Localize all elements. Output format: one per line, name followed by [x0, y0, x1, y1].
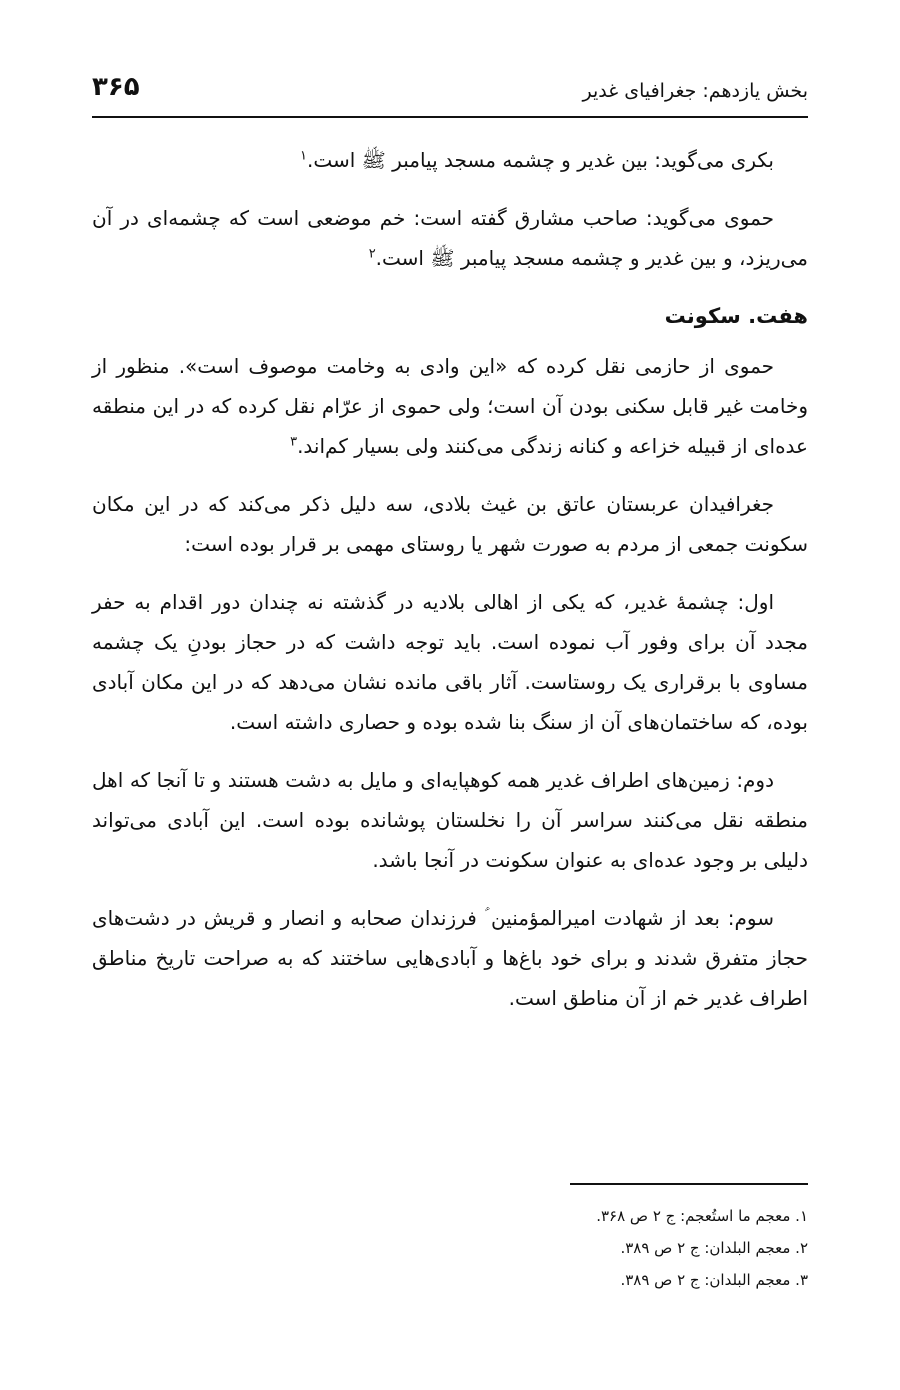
paragraph-second-reason: دوم: زمین‌های اطراف غدیر همه کوهپایه‌ای و مایل به دشت هستند و تا آنجا که اهل منطقه نقل می‌کنند سراسر آن را نخلستان پوشانده بوده است. این آبادی می‌تواند دلیلی بر وجود عده‌ای به عنوان سکونت در آنجا باشد.: [92, 768, 808, 872]
paragraph-first-reason: اول: چشمهٔ غدیر، که یکی از اهالی بلادیه در گذشته نه چندان دور اقدام به حفر مجدد آن برای وفور آب نموده است. باید توجه داشت که در حجاز بودنِ یک چشمه مساوی با برقراری یک روستاست. آثار باقی مانده نشان می‌دهد که در این مکان آبادی بوده، که ساختمان‌های آن از سنگ بنا شده بوده و حصاری داشته است.: [92, 590, 808, 734]
paragraph-bakri: [92, 140, 808, 180]
page-header: [92, 70, 808, 118]
page-number: ۳۶۵: [92, 72, 140, 102]
paragraph-hazimi-text: حموی از حازمی نقل کرده که «این وادی به وخامت موصوف است». منظور از وخامت غیر قابل سکنی بودن آن است؛ ولی حموی از عرّام نقل کرده که در این منطقه عده‌ای از قبیله خزاعه و کنانه زندگی می‌کنند ولی بسیار کم‌اند.: [92, 354, 808, 458]
paragraph-hamawi: [92, 198, 808, 278]
footnote-ref-1[interactable]: ۱: [300, 148, 307, 164]
footnote-3: ۳. معجم البلدان: ج ۲ ص ۳۸۹.: [620, 1271, 808, 1289]
running-title: بخش یازدهم: جغرافیای غدیر: [582, 80, 808, 102]
paragraph-third-reason: سوم: بعد از شهادت امیرالمؤمنین ؑ فرزندان صحابه و انصار و قریش در دشت‌های حجاز متفرق شدند و برای خود باغ‌ها و آبادی‌هایی ساختند که به صراحت تاریخ مناطق اطراف غدیر خم از آن مناطق است.: [92, 906, 808, 1010]
paragraph-hamawi-text: حموی می‌گوید: صاحب مشارق گفته است: خم موضعی است که چشمه‌ای در آن می‌ریزد، و بین غدیر و چشمه مسجد پیامبر ﷺ است.: [92, 206, 808, 270]
main-text: [92, 140, 808, 1036]
paragraph-hazimi: [92, 346, 808, 466]
footnote-2: ۲. معجم البلدان: ج ۲ ص ۳۸۹.: [620, 1239, 808, 1257]
paragraph-bakri-text: بکری می‌گوید: بین غدیر و چشمه مسجد پیامبر ﷺ است.: [306, 148, 774, 172]
footnote-divider: [570, 1183, 808, 1185]
footnotes: [92, 1200, 808, 1296]
paragraph-biladi: جغرافیدان عربستان عاتق بن غیث بلادی، سه دلیل ذکر می‌کند که در این مکان سکونت جمعی از مردم به صورت شهر یا روستای مهمی بر قرار بوده است:: [92, 492, 808, 556]
footnote-1: ۱. معجم ما استُعجم: ج ۲ ص ۳۶۸.: [596, 1207, 808, 1225]
section-heading: هفت. سکونت: [664, 304, 808, 328]
footnote-ref-2[interactable]: ۲: [368, 246, 376, 262]
footnote-ref-3[interactable]: ۳: [290, 434, 298, 450]
